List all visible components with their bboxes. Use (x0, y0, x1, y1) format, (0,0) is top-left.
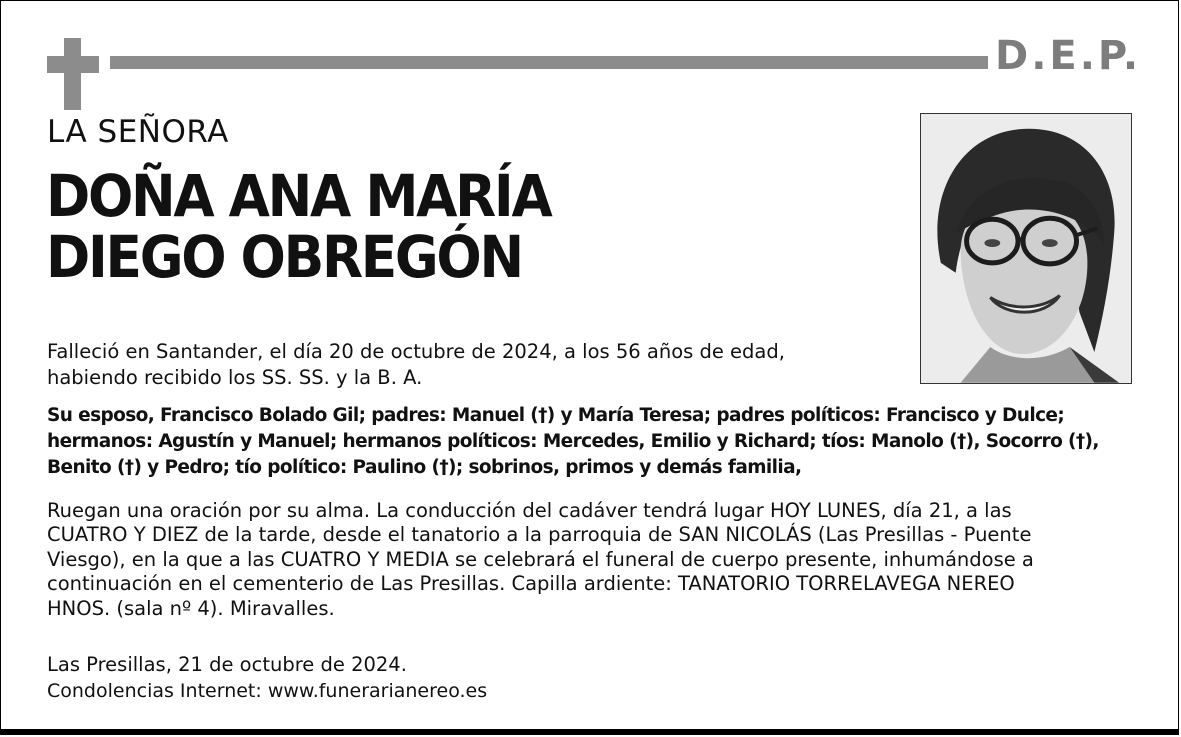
portrait-image (921, 114, 1131, 383)
death-statement: Falleció en Santander, el día 20 de octubre de 2024, a los 56 años de edad, habiendo recibido los SS. SS. y la B. A. (47, 340, 785, 389)
portrait-photo (920, 113, 1132, 384)
name-line-2: DIEGO OBREGÓN (46, 223, 522, 291)
family-list: Su esposo, Francisco Bolado Gil; padres: Manuel (†) y María Teresa; padres políticos: Francisco y Dulce; hermanos: Agustín y Manuel; hermanos políticos: Mercedes, Emilio y Richard; tíos: Manolo (†), Socorro (†), Benito (†) y Pedro; tío político: Paulino (†); sobrinos, primos y demás familia, (47, 405, 1099, 478)
honorific-prefix: LA SEÑORA (47, 114, 229, 150)
place-date: Las Presillas, 21 de octubre de 2024. (47, 653, 407, 676)
dep-label: D.E.P. (995, 33, 1142, 79)
name-line-1: DOÑA ANA MARÍA (46, 162, 551, 230)
funeral-details: Ruegan una oración por su alma. La conducción del cadáver tendrá lugar HOY LUNES, día 21, a las CUATRO Y DIEZ de la tarde, desde el tanatorio a la parroquia de SAN NICOLÁS (Las Presillas - Puente Viesgo), en la que a las CUATRO Y MEDIA se celebrará el funeral de cuerpo presente, inhumándose a continuación en el cementerio de Las Presillas. Capilla ardiente: TANATORIO TORRELAVEGA NEREO HNOS. (sala nº 4). Miravalles. (47, 499, 1034, 620)
cross-icon (47, 38, 99, 110)
condolences-website[interactable]: Condolencias Internet: www.funerarianereo.es (47, 680, 488, 702)
deceased-name (46, 162, 837, 291)
header-rule (110, 56, 988, 69)
